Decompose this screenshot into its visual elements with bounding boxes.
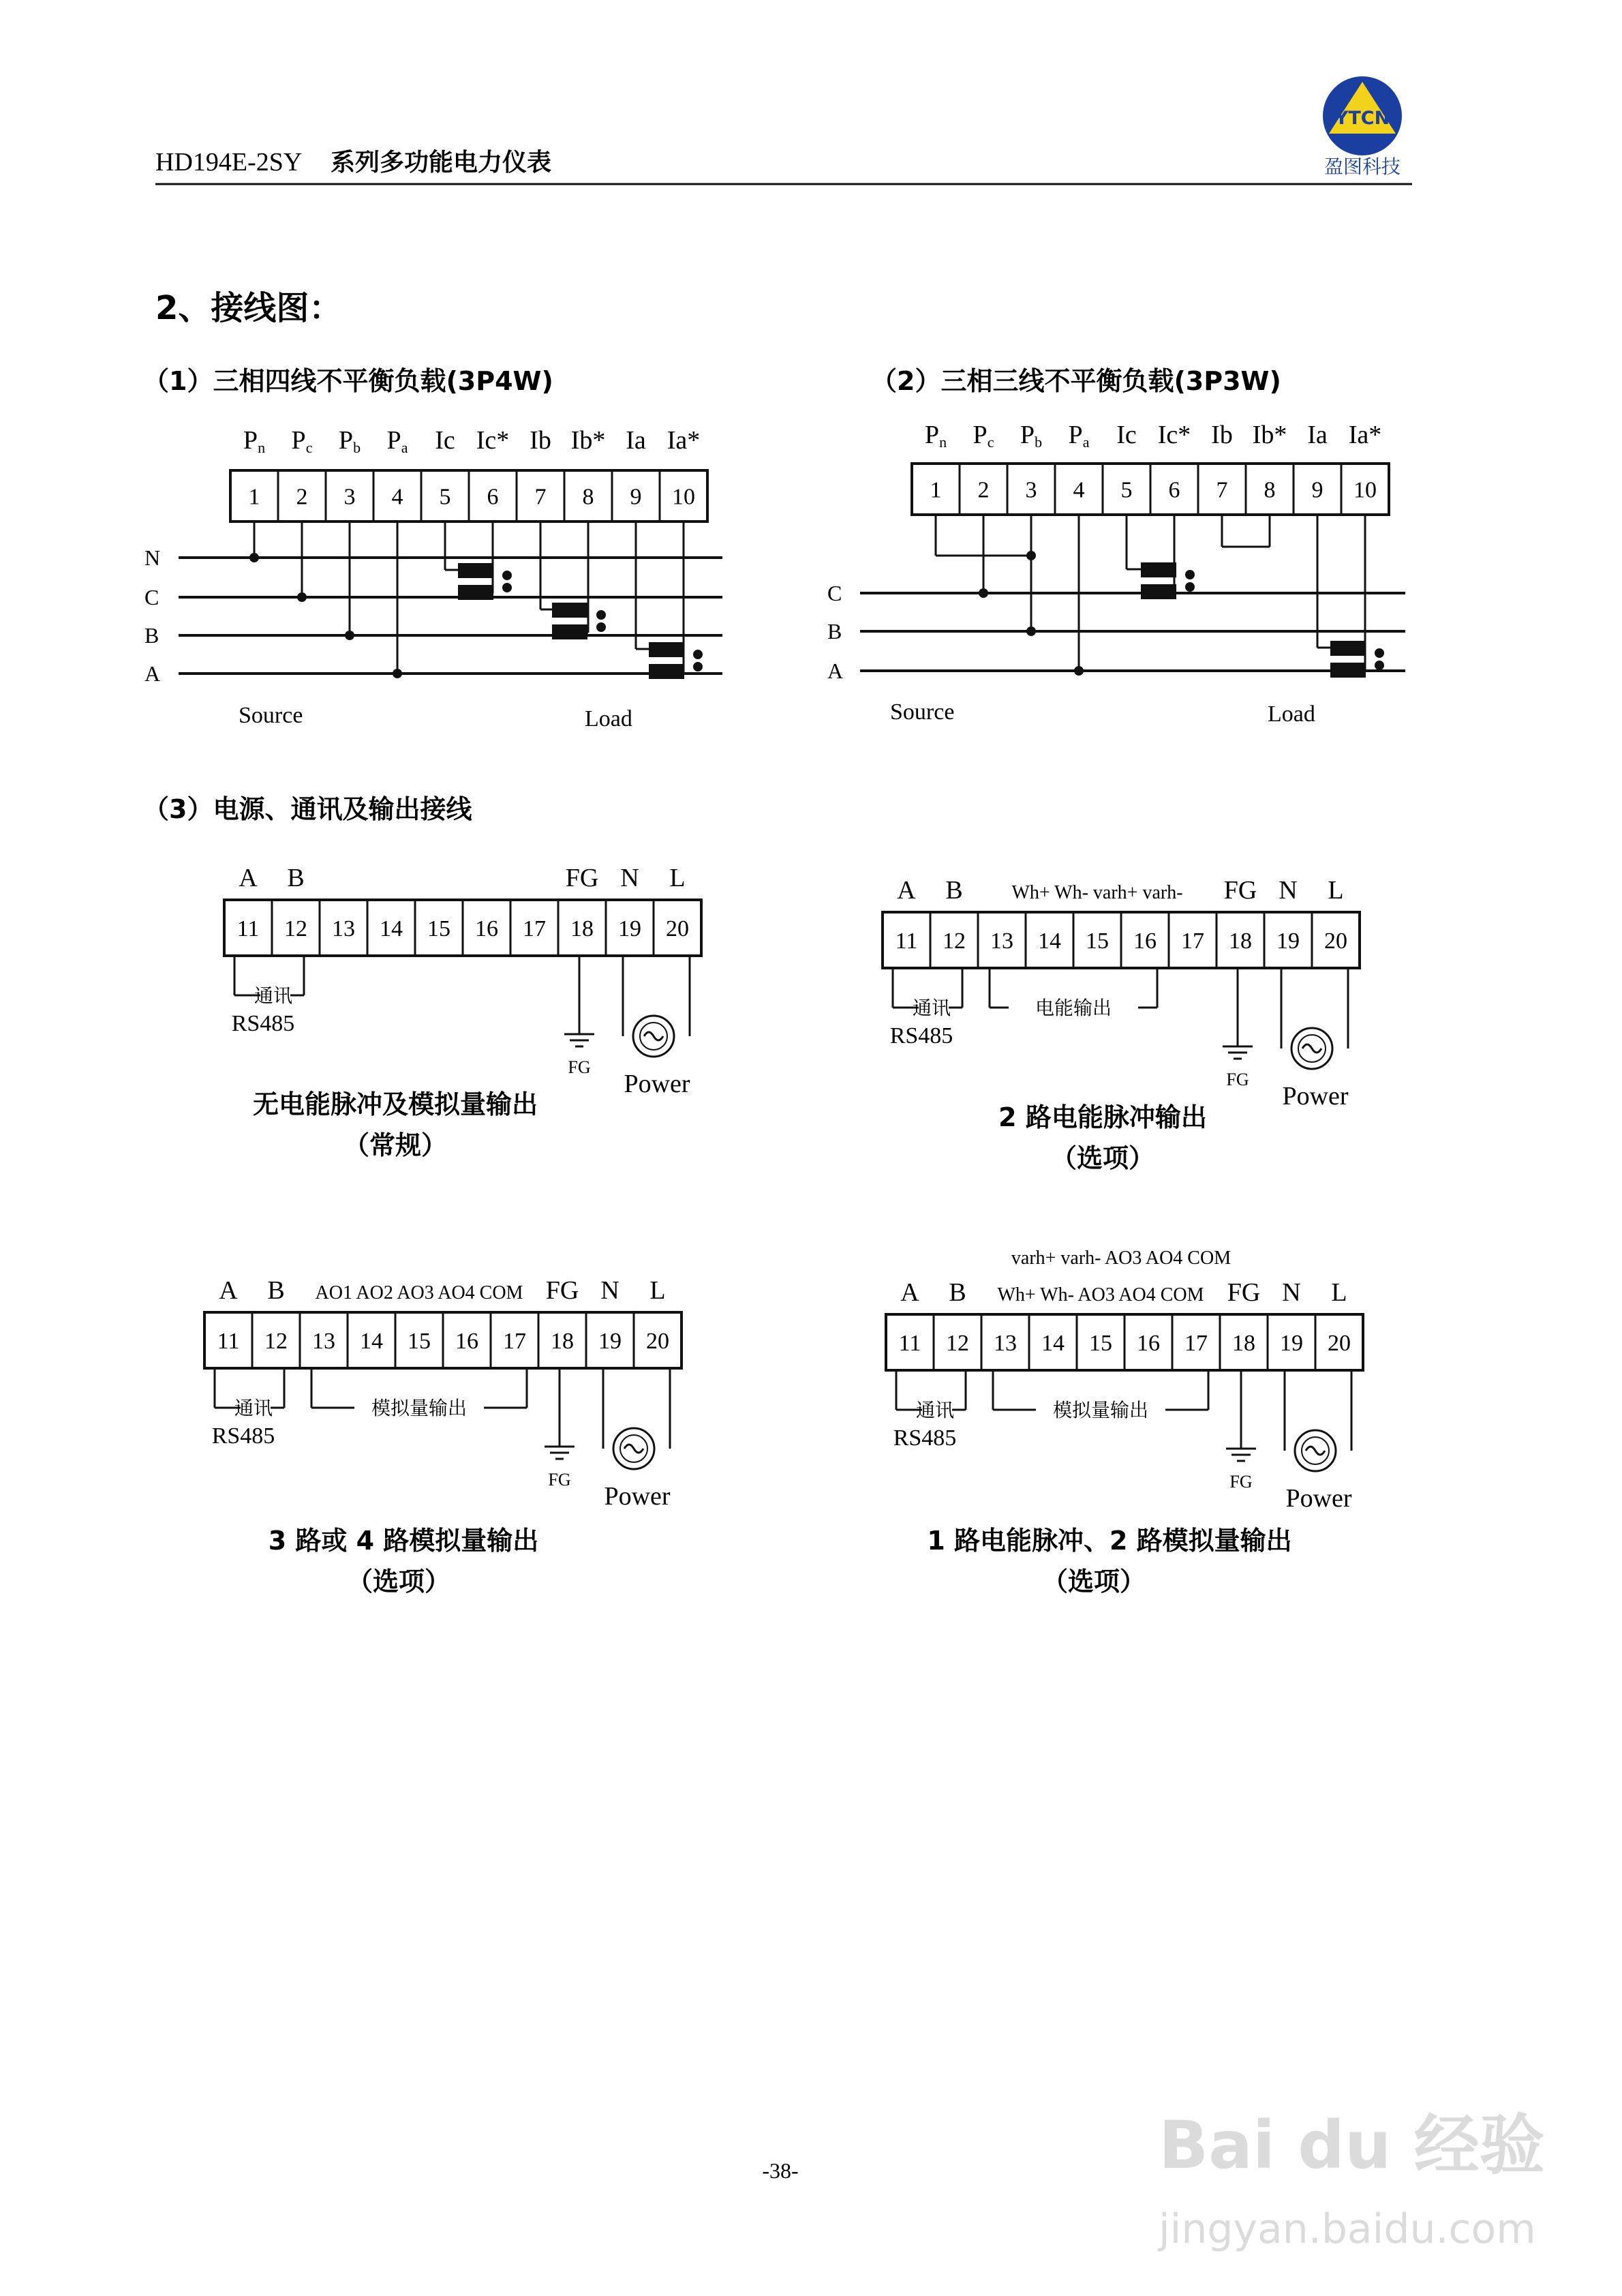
- d3-terminal-15: 15: [427, 916, 450, 941]
- d5-output-label: 模拟量输出: [371, 1397, 468, 1419]
- d6-output-labels-alt: varh+ varh- AO3 AO4 COM: [1011, 1248, 1231, 1269]
- d4-power-label: Power: [1282, 1082, 1349, 1111]
- d1-label-Ia*: Ia*: [667, 426, 701, 455]
- d6-output-labels: Wh+ Wh- AO3 AO4 COM: [997, 1284, 1204, 1305]
- d3-terminal-18: 18: [570, 916, 594, 941]
- d2-label-Ib*: Ib*: [1252, 421, 1287, 449]
- d2-terminal-6: 6: [1168, 477, 1180, 503]
- diagram1-source: Source: [239, 703, 303, 728]
- wiring-analog: [204, 1276, 682, 1597]
- d1-terminal-9: 9: [630, 484, 642, 510]
- d4-fg-bottom-label: FG: [1226, 1070, 1249, 1089]
- d2-terminal-9: 9: [1311, 477, 1323, 503]
- d4-label-fg: FG: [1223, 876, 1257, 905]
- d5-title: 3 路或 4 路模拟量输出: [268, 1526, 539, 1556]
- d3-title: 无电能脉冲及模拟量输出: [252, 1089, 538, 1119]
- d4-terminal-13: 13: [990, 928, 1013, 954]
- d2-label-Pn: Pn: [924, 421, 947, 451]
- d2-ct-1-polarity-dot: [1185, 570, 1195, 579]
- d2-terminal-7: 7: [1216, 477, 1228, 503]
- page-header: [155, 76, 1412, 184]
- diagram2-source: Source: [890, 699, 955, 725]
- page-number: -38-: [762, 2158, 799, 2183]
- d2-terminal-5: 5: [1120, 477, 1133, 503]
- d1-terminal-10: 10: [672, 484, 695, 510]
- d3-terminal-12: 12: [284, 916, 307, 941]
- d6-terminal-18: 18: [1232, 1331, 1255, 1356]
- d1-ct-1-core-bottom: [458, 585, 493, 600]
- d1-line-label-N: N: [144, 545, 161, 570]
- d5-fg-bottom-label: FG: [548, 1470, 571, 1490]
- baidu-watermark: [1157, 2107, 1545, 2253]
- wiring-energy-pulse: [883, 876, 1360, 1173]
- d3-terminal-13: 13: [332, 916, 355, 941]
- d6-comm-label: 通讯: [915, 1399, 955, 1421]
- watermark-url: jingyan.baidu.com: [1159, 2205, 1536, 2253]
- d2-ct-2-core-top: [1330, 641, 1366, 656]
- d6-terminal-19: 19: [1280, 1331, 1303, 1356]
- d2-label-Ia*: Ia*: [1348, 421, 1382, 449]
- d4-terminal-20: 20: [1324, 928, 1347, 954]
- company-name: 盈图科技: [1323, 155, 1401, 178]
- d6-terminal-15: 15: [1089, 1331, 1112, 1356]
- d4-rs485-label: RS485: [889, 1023, 953, 1048]
- d3-rs485-label: RS485: [231, 1011, 295, 1036]
- d6-output-label: 模拟量输出: [1052, 1399, 1149, 1421]
- d6-label-a: A: [900, 1278, 919, 1307]
- junction-dot: [1026, 626, 1036, 636]
- d4-label-l: L: [1328, 876, 1344, 905]
- d1-ct-1-polarity-dot: [502, 583, 512, 592]
- d1-terminal-1: 1: [248, 484, 260, 510]
- d1-ct-2-core-bottom: [552, 624, 587, 639]
- d1-ct-3-polarity-dot: [693, 662, 703, 671]
- d5-comm-label: 通讯: [234, 1397, 273, 1419]
- d4-terminal-14: 14: [1038, 928, 1061, 954]
- d2-ct-2-polarity-dot: [1375, 661, 1384, 670]
- d1-label-Ic: Ic: [435, 426, 455, 455]
- d3-terminal-14: 14: [380, 916, 403, 941]
- d4-terminal-15: 15: [1086, 928, 1109, 954]
- watermark-brand: Bai du 经验: [1159, 2107, 1545, 2184]
- d5-label-a: A: [219, 1276, 238, 1305]
- d3-label-l: L: [669, 864, 686, 892]
- d4-label-a: A: [897, 876, 916, 905]
- d5-label-b: B: [267, 1276, 285, 1305]
- d6-terminal-14: 14: [1041, 1331, 1065, 1356]
- d5-output-labels: AO1 AO2 AO3 AO4 COM: [315, 1282, 523, 1303]
- d2-terminal-10: 10: [1353, 477, 1377, 503]
- d3-terminal-11: 11: [236, 916, 260, 941]
- d3-comm-label: 通讯: [254, 984, 293, 1007]
- d3-terminal-16: 16: [475, 916, 498, 941]
- d1-label-Pc: Pc: [291, 426, 313, 456]
- d6-label-fg: FG: [1227, 1278, 1261, 1307]
- d1-terminal-5: 5: [439, 484, 451, 510]
- d4-terminal-18: 18: [1229, 928, 1252, 954]
- d6-fg-bottom-label: FG: [1229, 1472, 1253, 1492]
- diagram-3p3w: [827, 366, 1405, 727]
- d6-sub: （选项）: [1041, 1567, 1146, 1597]
- wiring-standard: [224, 864, 701, 1160]
- d1-ct-1-polarity-dot: [502, 571, 512, 580]
- d4-output-labels: Wh+ Wh- varh+ varh-: [1011, 882, 1183, 903]
- d1-line-label-B: B: [144, 623, 159, 648]
- d5-terminal-14: 14: [360, 1329, 383, 1354]
- diagram1-caption: （1）三相四线不平衡负载(3P4W): [143, 366, 553, 396]
- d2-ct-2-core-bottom: [1330, 663, 1366, 678]
- d1-label-Pn: Pn: [243, 426, 266, 456]
- d4-output-label: 电能输出: [1035, 997, 1112, 1019]
- d4-terminal-12: 12: [943, 928, 966, 954]
- d1-terminal-8: 8: [582, 484, 594, 510]
- d5-terminal-12: 12: [264, 1329, 288, 1354]
- d3-sub: （常规）: [343, 1130, 448, 1160]
- d5-rs485-label: RS485: [211, 1423, 275, 1449]
- d5-label-n: N: [600, 1276, 619, 1305]
- d4-sub: （选项）: [1050, 1143, 1155, 1173]
- d6-label-b: B: [949, 1278, 966, 1307]
- d6-terminal-11: 11: [898, 1331, 921, 1356]
- d1-terminal-4: 4: [391, 484, 403, 510]
- d2-label-Ic*: Ic*: [1157, 421, 1191, 449]
- header-model: HD194E-2SY: [155, 148, 303, 177]
- d1-label-Pa: Pa: [386, 426, 408, 456]
- d1-ct-3-core-bottom: [649, 664, 684, 679]
- d4-title: 2 路电能脉冲输出: [998, 1102, 1207, 1132]
- d2-label-Pa: Pa: [1068, 421, 1090, 451]
- d1-terminal-2: 2: [296, 484, 308, 510]
- header-title: 系列多功能电力仪表: [331, 149, 552, 177]
- logo-text: YTCN: [1334, 108, 1390, 129]
- d5-terminal-18: 18: [551, 1329, 574, 1354]
- d1-label-Ib*: Ib*: [570, 426, 606, 455]
- d2-terminal-2: 2: [977, 477, 990, 503]
- junction-dot: [1074, 666, 1084, 676]
- d2-terminal-1: 1: [930, 477, 942, 503]
- d3-terminal-20: 20: [666, 916, 689, 941]
- diagram1-load: Load: [585, 706, 632, 731]
- d1-terminal-7: 7: [534, 484, 547, 510]
- d3-label-b: B: [287, 864, 305, 892]
- d3-label-a: A: [239, 864, 258, 892]
- d5-power-label: Power: [604, 1482, 671, 1511]
- junction-dot: [249, 553, 259, 562]
- d4-terminal-19: 19: [1276, 928, 1300, 954]
- d6-terminal-17: 17: [1184, 1331, 1208, 1356]
- d4-label-b: B: [945, 876, 963, 905]
- d1-terminal-6: 6: [487, 484, 499, 510]
- diagram-3p4w: [143, 366, 722, 731]
- d1-label-Ib: Ib: [530, 426, 551, 455]
- junction-dot: [345, 631, 354, 640]
- d6-label-l: L: [1331, 1278, 1347, 1307]
- d1-terminal-3: 3: [343, 484, 356, 510]
- d2-ct-1-core-bottom: [1141, 584, 1176, 599]
- d1-line-label-C: C: [144, 585, 159, 609]
- junction-dot: [297, 592, 307, 602]
- d6-rs485-label: RS485: [893, 1425, 957, 1451]
- d6-terminal-12: 12: [946, 1331, 969, 1356]
- d1-line-label-A: A: [144, 661, 161, 686]
- section3-caption: （3）电源、通讯及输出接线: [143, 794, 472, 824]
- d1-label-Ia: Ia: [626, 426, 646, 455]
- d3-terminal-17: 17: [523, 916, 546, 941]
- diagram2-load: Load: [1268, 701, 1315, 727]
- d2-label-Pc: Pc: [973, 421, 994, 451]
- d1-ct-2-polarity-dot: [596, 610, 606, 620]
- d5-terminal-11: 11: [217, 1329, 240, 1354]
- d1-ct-3-polarity-dot: [693, 650, 703, 659]
- d5-terminal-17: 17: [503, 1329, 526, 1354]
- d3-power-label: Power: [624, 1070, 690, 1098]
- d2-terminal-8: 8: [1264, 477, 1276, 503]
- d5-terminal-16: 16: [455, 1329, 478, 1354]
- d2-terminal-3: 3: [1025, 477, 1037, 503]
- d6-title: 1 路电能脉冲、2 路模拟量输出: [927, 1526, 1292, 1556]
- d2-label-Ib: Ib: [1211, 421, 1233, 449]
- d1-ct-2-core-top: [552, 603, 587, 618]
- d2-terminal-4: 4: [1073, 477, 1085, 503]
- d6-terminal-16: 16: [1137, 1331, 1160, 1356]
- d1-label-Pb: Pb: [338, 426, 361, 456]
- d2-line-label-A: A: [827, 659, 844, 683]
- d6-label-n: N: [1282, 1278, 1301, 1307]
- d4-label-n: N: [1279, 876, 1298, 905]
- d4-terminal-11: 11: [895, 928, 918, 954]
- d4-terminal-16: 16: [1133, 928, 1157, 954]
- d2-ct-1-core-top: [1141, 562, 1176, 577]
- d1-ct-1-core-top: [458, 563, 493, 578]
- d1-label-Ic*: Ic*: [476, 426, 510, 455]
- d2-label-Pb: Pb: [1020, 421, 1043, 451]
- d2-label-Ia: Ia: [1307, 421, 1328, 449]
- d6-terminal-13: 13: [994, 1331, 1017, 1356]
- d5-terminal-19: 19: [598, 1329, 622, 1354]
- d4-terminal-17: 17: [1181, 928, 1204, 954]
- d5-terminal-13: 13: [312, 1329, 335, 1354]
- junction-dot: [393, 669, 402, 678]
- d2-ct-2-polarity-dot: [1375, 648, 1384, 658]
- d5-terminal-20: 20: [646, 1329, 669, 1354]
- d5-terminal-15: 15: [408, 1329, 431, 1354]
- d1-ct-3-core-top: [649, 642, 684, 657]
- d5-label-fg: FG: [545, 1276, 579, 1305]
- d3-label-n: N: [620, 864, 639, 892]
- d6-power-label: Power: [1285, 1484, 1352, 1513]
- d3-terminal-19: 19: [618, 916, 641, 941]
- d3-label-fg: FG: [565, 864, 599, 892]
- d3-fg-bottom-label: FG: [568, 1057, 591, 1077]
- d5-sub: （选项）: [346, 1567, 451, 1597]
- diagram2-caption: （2）三相三线不平衡负载(3P3W): [871, 366, 1281, 396]
- d5-label-l: L: [649, 1276, 666, 1305]
- d1-ct-2-polarity-dot: [596, 622, 606, 632]
- d4-comm-label: 通讯: [912, 997, 951, 1019]
- d2-ct-1-polarity-dot: [1185, 582, 1195, 592]
- d2-label-Ic: Ic: [1116, 421, 1137, 449]
- junction-dot: [979, 588, 988, 598]
- d2-line-label-C: C: [827, 581, 842, 605]
- company-logo: [1323, 76, 1402, 155]
- d6-terminal-20: 20: [1328, 1331, 1351, 1356]
- wiring-pulse-analog: [886, 1248, 1363, 1597]
- section-title: 2、接线图：: [155, 289, 342, 327]
- d2-line-label-B: B: [827, 619, 842, 644]
